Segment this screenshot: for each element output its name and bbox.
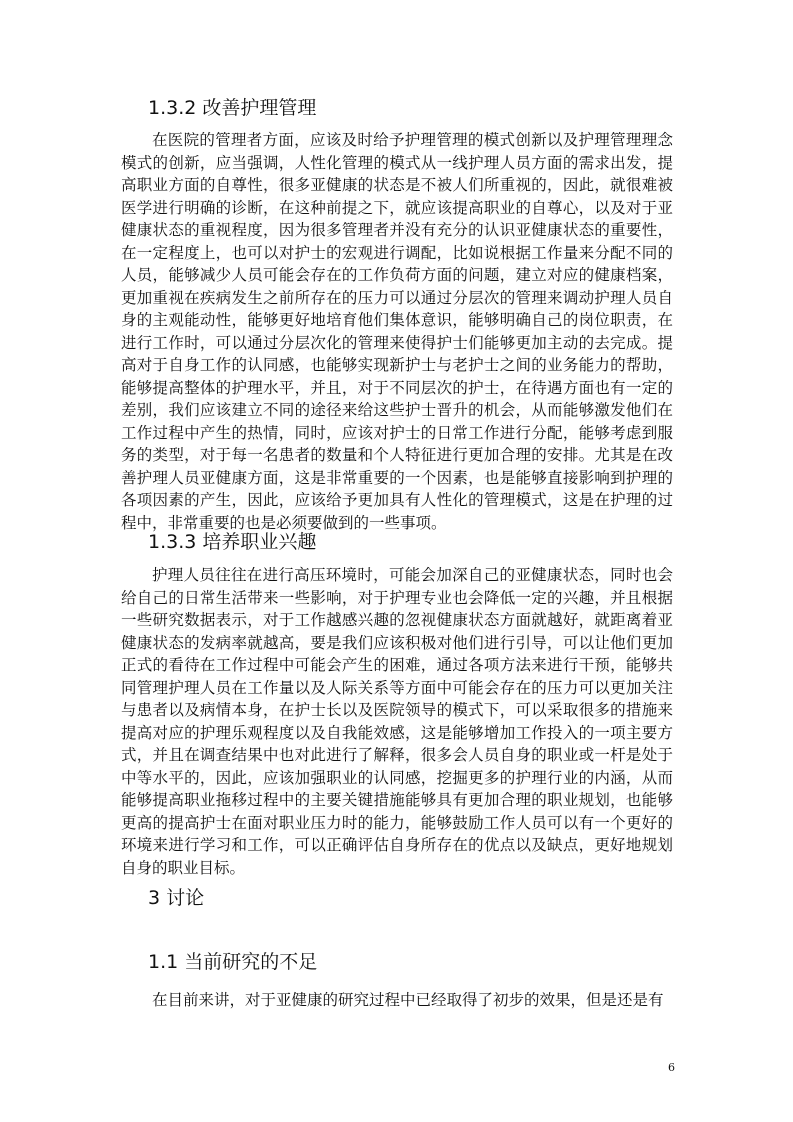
page-number: 6 <box>668 1061 675 1074</box>
heading-3: 3 讨论 <box>148 887 205 909</box>
paragraph-1-3-2: 在医院的管理者方面，应该及时给予护理管理的模式创新以及护理管理理念模式的创新，应当强调，人性化管理的模式从一线护理人员方面的需求出发，提高职业方面的自尊性，很多亚健康的状态是不被人们所重视的，因此，就很难被医学进行明确的诊断，在这种前提之下，就应该提高职业的自尊心，以及对于亚健康状态的重视程度，因为很多管理者并没有充分的认识亚健康状态的重要性，在一定程度上，也可以对护士的宏观进行调配，比如说根据工作量来分配不同的人员，能够减少人员可能会存在的工作负荷方面的问题，建立对应的健康档案，更加重视在疾病发生之前所存在的压力可以通过分层次的管理来调动护理人员自身的主观能动性，能够更好地培育他们集体意识，能够明确自己的岗位职责，在进行工作时，可以通过分层次化的管理来使得护士们能够更加主动的去完成。提高对于自身工作的认同感，也能够实现新护士与老护士之间的业务能力的帮助，能够提高整体的护理水平，并且，对于不同层次的护士，在待遇方面也有一定的差别，我们应该建立不同的途径来给这些护士晋升的机会，从而能够激发他们在工作过程中产生的热情，同时，应该对护士的日常工作进行分配，能够考虑到服务的类型，对于每一名患者的数量和个人特征进行更加合理的安排。尤其是在改善护理人员亚健康方面，这是非常重要的一个因素，也是能够直接影响到护理的各项因素的产生，因此，应该给予更加具有人性化的管理模式，这是在护理的过程中，非常重要的也是必须要做到的一些事项。 <box>121 131 673 532</box>
heading-1-1: 1.1 当前研究的不足 <box>148 951 318 973</box>
heading-1-3-2: 1.3.2 改善护理管理 <box>148 97 317 119</box>
paragraph-1-1: 在目前来讲，对于亚健康的研究过程中已经取得了初步的效果，但是还是有 <box>152 991 664 1009</box>
heading-1-3-3: 1.3.3 培养职业兴趣 <box>148 531 317 553</box>
paragraph-1-3-3: 护理人员往往在进行高压环境时，可能会加深自己的亚健康状态，同时也会给自己的日常生活带来一些影响，对于护理专业也会降低一定的兴趣，并且根据一些研究数据表示，对于工作越感兴趣的忽视健康状态方面就越好，就距离着亚健康状态的发病率就越高，要是我们应该积极对他们进行引导，可以让他们更加正式的看待在工作过程中可能会产生的困难，通过各项方法来进行干预，能够共同管理护理人员在工作量以及人际关系等方面中可能会存在的压力可以更加关注与患者以及病情本身，在护士长以及医院领导的模式下，可以采取很多的措施来提高对应的护理乐观程度以及自我能效感，这是能够增加工作投入的一项主要方式，并且在调查结果中也对此进行了解释，很多会人员自身的职业或一杆是处于中等水平的，因此，应该加强职业的认同感，挖掘更多的护理行业的内涵，从而能够提高职业拖移过程中的主要关键措施能够具有更加合理的职业规划，也能够更高的提高护士在面对职业压力时的能力，能够鼓励工作人员可以有一个更好的环境来进行学习和工作，可以正确评估自身所存在的优点以及缺点，更好地规划自身的职业目标。 <box>121 566 673 877</box>
